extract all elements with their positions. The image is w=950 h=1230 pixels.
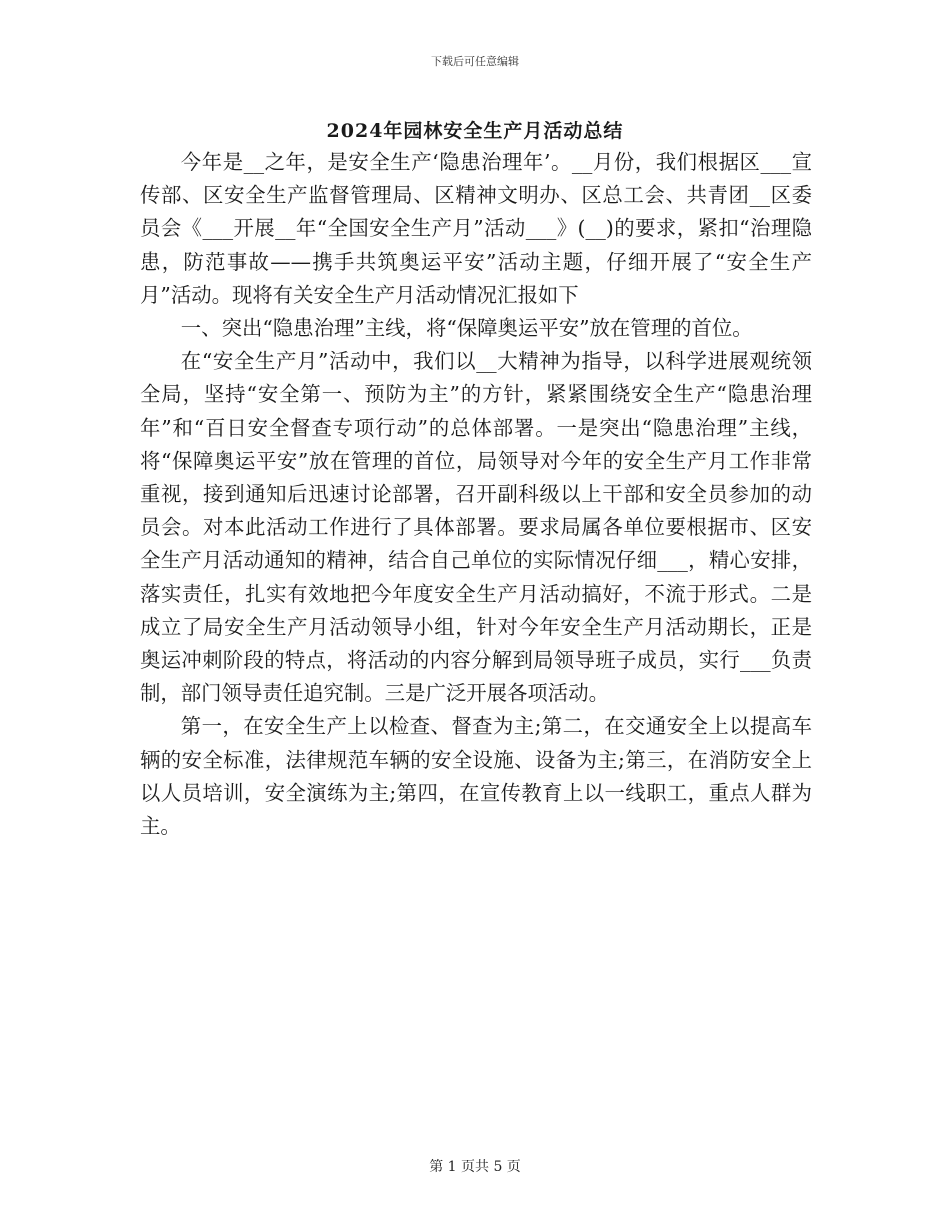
paragraph-focus-areas: 第一，在安全生产上以检查、督查为主;第二，在交通安全上以提高车辆的安全标准，法律规范车辆的安全设施、设备为主;第三，在消防安全上以人员培训，安全演练为主;第四，在宣传教育上以一线职工，重点人群为主。 <box>140 714 812 839</box>
page-number: 第 1 页共 5 页 <box>429 1159 521 1175</box>
paragraph-activity-details: 在“安全生产月”活动中，我们以__大精神为指导，以科学进展观统领全局，坚持“安全第一、预防为主”的方针，紧紧围绕安全生产“隐患治理年”和“百日安全督查专项行动”的总体部署。一是突出“隐患治理”主线，将“保障奥运平安”放在管理的首位，局领导对今年的安全生产月工作非常重视，接到通知后迅速讨论部署，召开副科级以上干部和安全员参加的动员会。对本此活动工作进行了具体部署。要求局属各单位要根据市、区安全生产月活动通知的精神，结合自己单位的实际情况仔细___，精心安排，落实责任，扎实有效地把今年度安全生产月活动搞好，不流于形式。二是成立了局安全生产月活动领导小组，针对今年安全生产月活动期长，正是奥运冲刺阶段的特点，将活动的内容分解到局领导班子成员，实行___负责制，部门领导责任追究制。三是广泛开展各项活动。 <box>140 349 812 706</box>
paragraph-intro: 今年是__之年，是安全生产‘隐患治理年’。__月份，我们根据区___宣传部、区安全生产监督管理局、区精神文明办、区总工会、共青团__区委员会《___开展__年“全国安全生产月”活动___》(__)的要求，紧扣“治理隐患，防范事故——携手共筑奥运平安”活动主题，仔细开展了“安全生产月”活动。现将有关安全生产月活动情况汇报如下 <box>140 150 812 307</box>
document-title: 2024年园林安全生产月活动总结 <box>326 120 624 142</box>
header-note: 下载后可任意编辑 <box>431 55 519 68</box>
paragraph-section-heading: 一、突出“隐患治理”主线，将“保障奥运平安”放在管理的首位。 <box>180 316 753 341</box>
document-body <box>140 146 812 843</box>
